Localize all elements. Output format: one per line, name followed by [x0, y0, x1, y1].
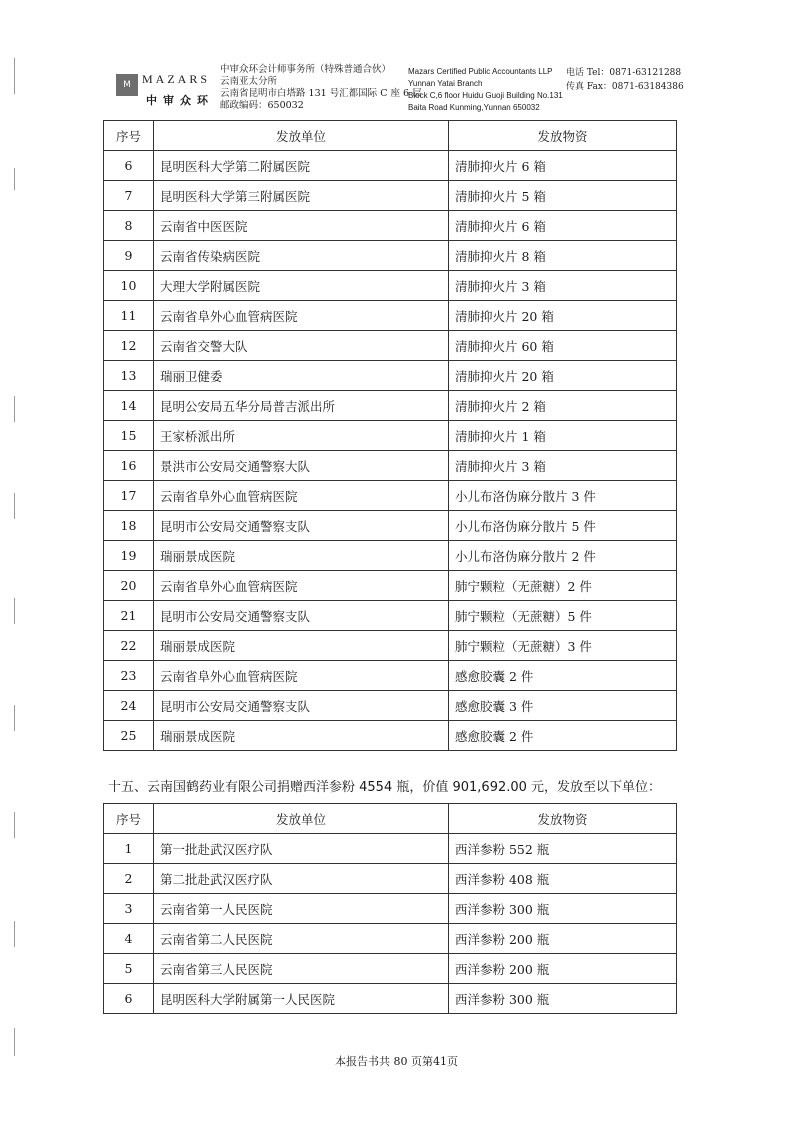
cell-unit: 大理大学附属医院: [154, 271, 449, 301]
cell-goods: 清肺抑火片 5 箱: [449, 181, 677, 211]
table-row: [104, 511, 677, 541]
table-row: [104, 481, 677, 511]
cell-unit: 云南省阜外心血管病医院: [154, 571, 449, 601]
col-header-goods: 发放物资: [449, 121, 677, 151]
table-row: [104, 894, 677, 924]
contact-info: [566, 66, 684, 94]
firm-name-en: Mazars Certified Public Accountants LLP: [408, 67, 553, 76]
cell-goods: 清肺抑火片 3 箱: [449, 271, 677, 301]
cell-unit: 云南省中医医院: [154, 211, 449, 241]
telephone: 电话 Tel：0871-63121288: [566, 68, 682, 78]
cell-goods: 肺宁颗粒（无蔗糖）2 件: [449, 571, 677, 601]
page-footer: 本报告书共 80 页第41页: [335, 1055, 458, 1068]
binding-mark: [14, 705, 21, 731]
cell-unit: 云南省第一人民医院: [154, 894, 449, 924]
table-row: [104, 241, 677, 271]
cell-unit: 昆明医科大学附属第一人民医院: [154, 984, 449, 1014]
section-15-title: 十五、云南国鹤药业有限公司捐赠西洋参粉 4554 瓶，价值 901,692.00 元，发放至以下单位：: [108, 780, 662, 795]
cell-unit: 云南省阜外心血管病医院: [154, 301, 449, 331]
fax: 传真 Fax：0871-63184386: [566, 82, 684, 92]
table-row: [104, 301, 677, 331]
binding-mark: [14, 921, 21, 947]
col-header-seq: 序号: [104, 121, 154, 151]
cell-seq: 18: [104, 511, 154, 541]
table-row: [104, 721, 677, 751]
cell-unit: 昆明医科大学第三附属医院: [154, 181, 449, 211]
table-row: [104, 271, 677, 301]
cell-seq: 11: [104, 301, 154, 331]
col-header-goods: 发放物资: [449, 804, 677, 834]
table-row: [104, 864, 677, 894]
cell-goods: 西洋参粉 300 瓶: [449, 984, 677, 1014]
table-row: [104, 151, 677, 181]
cell-goods: 肺宁颗粒（无蔗糖）3 件: [449, 631, 677, 661]
branch-name-en: Yunnan Yatai Branch: [408, 79, 483, 88]
cell-seq: 16: [104, 451, 154, 481]
cell-goods: 清肺抑火片 2 箱: [449, 391, 677, 421]
branch-name-cn: 云南亚太分所: [220, 76, 278, 87]
table-header-row: [104, 804, 677, 834]
cell-unit: 昆明市公安局交通警察支队: [154, 511, 449, 541]
cell-seq: 8: [104, 211, 154, 241]
col-header-unit: 发放单位: [154, 121, 449, 151]
cell-goods: 西洋参粉 200 瓶: [449, 924, 677, 954]
cell-unit: 云南省第三人民医院: [154, 954, 449, 984]
cell-goods: 清肺抑火片 6 箱: [449, 211, 677, 241]
cell-goods: 清肺抑火片 20 箱: [449, 301, 677, 331]
cell-unit: 昆明公安局五华分局普吉派出所: [154, 391, 449, 421]
address-en-1: Block C,6 floor Huidu Guoji Building No.131: [408, 91, 563, 100]
cell-unit: 景洪市公安局交通警察大队: [154, 451, 449, 481]
cell-seq: 12: [104, 331, 154, 361]
cell-seq: 2: [104, 864, 154, 894]
cell-goods: 西洋参粉 552 瓶: [449, 834, 677, 864]
cell-unit: 昆明市公安局交通警察支队: [154, 601, 449, 631]
cell-unit: 昆明医科大学第二附属医院: [154, 151, 449, 181]
table-row: [104, 691, 677, 721]
table-row: [104, 331, 677, 361]
cell-seq: 15: [104, 421, 154, 451]
cell-seq: 23: [104, 661, 154, 691]
cell-goods: 感愈胶囊 2 件: [449, 661, 677, 691]
cell-seq: 24: [104, 691, 154, 721]
table-row: [104, 391, 677, 421]
table-header-row: [104, 121, 677, 151]
col-header-seq: 序号: [104, 804, 154, 834]
binding-mark: [14, 58, 21, 94]
cell-seq: 9: [104, 241, 154, 271]
col-header-unit: 发放单位: [154, 804, 449, 834]
cell-goods: 清肺抑火片 8 箱: [449, 241, 677, 271]
table-row: [104, 421, 677, 451]
cell-goods: 肺宁颗粒（无蔗糖）5 件: [449, 601, 677, 631]
table-row: [104, 571, 677, 601]
cell-seq: 14: [104, 391, 154, 421]
cell-seq: 6: [104, 151, 154, 181]
cell-goods: 西洋参粉 408 瓶: [449, 864, 677, 894]
cell-goods: 小儿布洛伪麻分散片 2 件: [449, 541, 677, 571]
cell-unit: 王家桥派出所: [154, 421, 449, 451]
logo-text-cn: 中审众环: [146, 94, 214, 107]
cell-goods: 清肺抑火片 20 箱: [449, 361, 677, 391]
binding-mark: [14, 1028, 21, 1056]
cell-seq: 25: [104, 721, 154, 751]
cell-unit: 云南省阜外心血管病医院: [154, 661, 449, 691]
cell-unit: 瑞丽卫健委: [154, 361, 449, 391]
cell-goods: 清肺抑火片 3 箱: [449, 451, 677, 481]
cell-seq: 7: [104, 181, 154, 211]
binding-mark: [14, 168, 21, 190]
cell-unit: 第二批赴武汉医疗队: [154, 864, 449, 894]
cell-goods: 感愈胶囊 2 件: [449, 721, 677, 751]
cell-seq: 3: [104, 894, 154, 924]
cell-unit: 第一批赴武汉医疗队: [154, 834, 449, 864]
table-row: [104, 451, 677, 481]
table-row: [104, 181, 677, 211]
cell-goods: 清肺抑火片 6 箱: [449, 151, 677, 181]
cell-seq: 6: [104, 984, 154, 1014]
binding-mark: [14, 598, 21, 624]
table-row: [104, 631, 677, 661]
table-row: [104, 984, 677, 1014]
cell-seq: 22: [104, 631, 154, 661]
cell-goods: 清肺抑火片 60 箱: [449, 331, 677, 361]
table-row: [104, 361, 677, 391]
cell-unit: 瑞丽景成医院: [154, 541, 449, 571]
distribution-table-1: [103, 120, 677, 751]
cell-seq: 19: [104, 541, 154, 571]
table-row: [104, 601, 677, 631]
distribution-table-2: [103, 803, 677, 1014]
cell-unit: 云南省阜外心血管病医院: [154, 481, 449, 511]
binding-mark: [14, 812, 21, 838]
cell-seq: 13: [104, 361, 154, 391]
logo-text-en: MAZARS: [142, 72, 211, 86]
firm-name-cn: 中审众环会计师事务所（特殊普通合伙）: [220, 64, 392, 75]
cell-seq: 1: [104, 834, 154, 864]
address-en-2: Baita Road Kunming,Yunnan 650032: [408, 103, 540, 112]
firm-info-en: [408, 66, 563, 114]
cell-goods: 西洋参粉 300 瓶: [449, 894, 677, 924]
cell-goods: 西洋参粉 200 瓶: [449, 954, 677, 984]
letterhead: [116, 64, 693, 120]
cell-unit: 云南省交警大队: [154, 331, 449, 361]
cell-seq: 10: [104, 271, 154, 301]
cell-goods: 小儿布洛伪麻分散片 3 件: [449, 481, 677, 511]
table-row: [104, 541, 677, 571]
firm-logo: [116, 70, 220, 110]
cell-seq: 5: [104, 954, 154, 984]
table-row: [104, 834, 677, 864]
cell-unit: 昆明市公安局交通警察支队: [154, 691, 449, 721]
firm-info-cn: [220, 64, 422, 112]
cell-unit: 瑞丽景成医院: [154, 631, 449, 661]
cell-seq: 17: [104, 481, 154, 511]
postcode-cn: 邮政编码：650032: [220, 100, 304, 111]
cell-unit: 云南省第二人民医院: [154, 924, 449, 954]
cell-goods: 清肺抑火片 1 箱: [449, 421, 677, 451]
table-row: [104, 954, 677, 984]
table-row: [104, 661, 677, 691]
cell-goods: 小儿布洛伪麻分散片 5 件: [449, 511, 677, 541]
cell-seq: 21: [104, 601, 154, 631]
binding-mark: [14, 493, 21, 519]
cell-unit: 云南省传染病医院: [154, 241, 449, 271]
logo-badge-icon: M: [116, 74, 138, 96]
table-row: [104, 924, 677, 954]
cell-seq: 20: [104, 571, 154, 601]
address-cn: 云南省昆明市白塔路 131 号汇都国际 C 座 6 层: [220, 88, 422, 99]
cell-seq: 4: [104, 924, 154, 954]
binding-mark: [14, 396, 21, 422]
cell-unit: 瑞丽景成医院: [154, 721, 449, 751]
table-row: [104, 211, 677, 241]
cell-goods: 感愈胶囊 3 件: [449, 691, 677, 721]
